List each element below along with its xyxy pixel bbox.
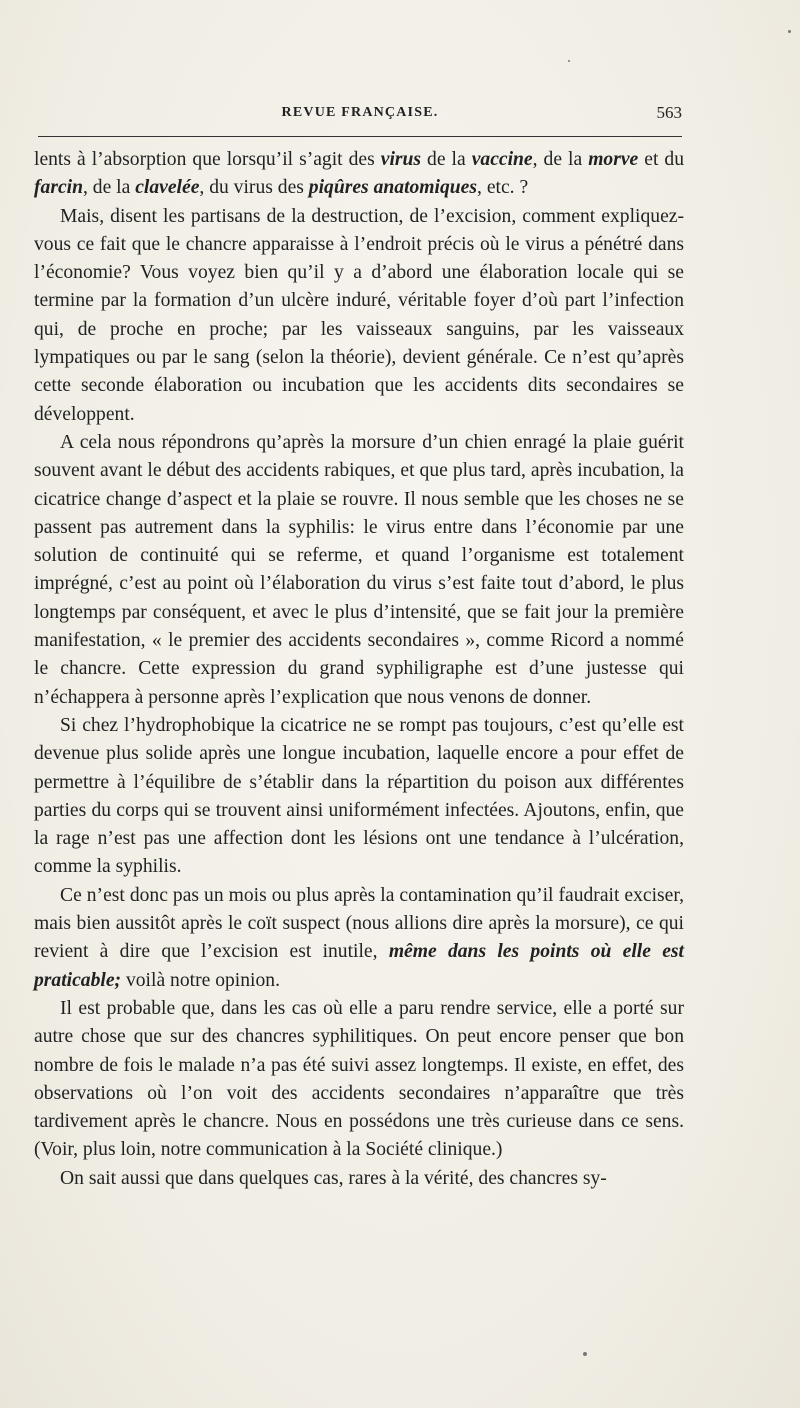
- paragraph: [34, 146, 684, 203]
- text-run: de la: [421, 149, 472, 170]
- running-head: [38, 103, 682, 127]
- text-run: , du virus des: [199, 177, 309, 199]
- text-run: lents à l’absorption que lorsqu’il s’agit des: [34, 149, 381, 170]
- paragraph: [34, 1165, 684, 1193]
- text-run: , etc. ?: [477, 177, 529, 199]
- italic-text: clavelée: [135, 177, 200, 199]
- italic-text: morve: [588, 149, 639, 170]
- body-text: [34, 146, 684, 1193]
- italic-text: virus: [380, 149, 422, 170]
- text-run: , de la: [532, 149, 589, 170]
- text-run: , de la: [82, 177, 136, 199]
- text-run: Si chez l’hydrophobique la cicatrice ne se rompt pas toujours, c’est qu’elle est devenue plus solide après une longue incubation, laquelle encore a pour effet de permettre à l’équilibre de s’établir dans la répartition du poison aux différentes parties du corps qui se trouvent ainsi uniformément infectées. Ajoutons, enfin, que la rage n’est pas une affection dont les lésions ont une tendance à l’ulcération, comme la syphilis.: [34, 714, 684, 878]
- running-title: REVUE FRANÇAISE.: [281, 105, 439, 120]
- text-run: et du: [638, 149, 684, 170]
- header-rule: [38, 136, 682, 137]
- text-run: A cela nous répondrons qu’après la morsure d’un chien enragé la plaie guérit souvent avant le début des accidents rabiques, et que plus tard, après incubation, la cicatrice change d’aspect et la plaie se rouvre. Il nous semble que les choses ne se passent pas autrement dans la syphilis: le virus entre dans l’économie par une solution de continuité qui se referme, et quand l’organisme est totalement imprégné, c’est au point où l’élaboration du virus s’est faite tout d’abord, le plus longtemps par conséquent, et avec le plus d’intensité, que se fait jour la première manifestation, « le premier des accidents secondaires », comme Ricord a nommé le chancre. Cette expression du grand syphiligraphe est d’une justesse qui n’échappera à personne après l’explication que nous venons de donner.: [34, 431, 684, 708]
- paragraph: [34, 882, 684, 995]
- paragraph: [34, 712, 684, 882]
- paragraph: [34, 203, 684, 429]
- italic-text: farcin: [34, 177, 83, 199]
- paper-speck: [568, 60, 570, 62]
- italic-text: vaccine: [471, 149, 533, 170]
- paragraph: [34, 429, 684, 712]
- paragraph: [34, 995, 684, 1165]
- italic-text: même dans les points où elle est praticable;: [34, 941, 684, 991]
- text-run: Mais, disent les partisans de la destruction, de l’excision, comment expliquez-vous ce fait que le chancre apparaisse à l’endroit précis où le virus a pénétré dans l’économie? Vous voyez bien qu’il y a d’abord une élaboration locale qui se termine par la formation d’un ulcère induré, véritable foyer d’où part l’infection qui, de proche en proche; par les vaisseaux sanguins, par les vaisseaux lympatiques ou par le sang (selon la théorie), devient générale. Ce n’est qu’après cette seconde élaboration ou incubation que les accidents dits secondaires se développent.: [34, 205, 684, 425]
- paper-speck: [788, 30, 791, 33]
- text-run: Ce n’est donc pas un mois ou plus après la contamination qu’il faudrait exciser, mais bien aussitôt après le coït suspect (nous allions dire après la morsure), ce qui revient à dire que l’excision est inutile,: [34, 884, 684, 963]
- page-number: 563: [656, 103, 682, 122]
- paper-speck: [583, 1352, 587, 1356]
- italic-text: piqûres anatomiques: [308, 177, 478, 199]
- text-run: On sait aussi que dans quelques cas, rares à la vérité, des chancres sy-: [60, 1167, 607, 1189]
- text-run: voilà notre opinion.: [121, 969, 280, 991]
- text-run: Il est probable que, dans les cas où elle a paru rendre service, elle a porté sur autre chose que sur des chancres syphilitiques. On peut encore penser que bon nombre de fois le malade n’a pas été suivi assez longtemps. Il existe, en effet, des observations où l’on voit des accidents secondaires n’apparaître que très tardivement après le chancre. Nous en possédons une très curieuse dans ce sens. (Voir, plus loin, notre communication à la Société clinique.): [34, 997, 684, 1161]
